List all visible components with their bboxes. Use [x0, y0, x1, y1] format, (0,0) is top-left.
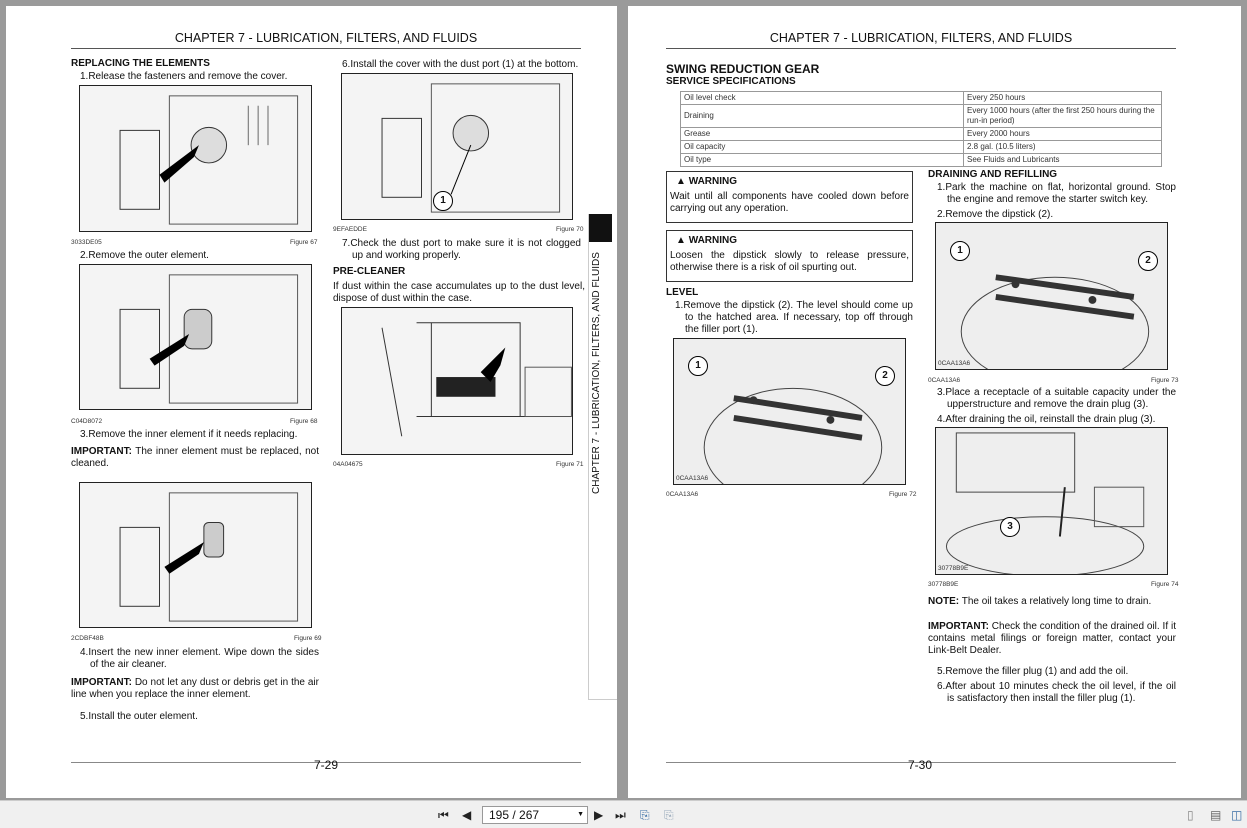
chevron-down-icon[interactable]: ▼	[577, 811, 584, 818]
spec-value: 2.8 gal. (10.5 liters)	[964, 141, 1162, 154]
continuous-view-icon[interactable]: ▤	[1210, 808, 1222, 822]
step-3: 3.Remove the inner element if it needs replacing.	[80, 429, 298, 440]
figure-label: Figure 70	[556, 226, 584, 233]
section-title: REPLACING THE ELEMENTS	[71, 58, 210, 69]
viewer-toolbar	[0, 800, 1247, 828]
table-row	[681, 128, 1162, 141]
figure-label: Figure 68	[290, 418, 318, 425]
figure-id: 0CAA13A6	[928, 377, 961, 384]
figure-70-image	[341, 73, 573, 220]
callout-1: 1	[433, 191, 453, 211]
warning-box	[666, 230, 913, 282]
important-note	[71, 446, 319, 470]
figure-label: Figure 69	[294, 635, 322, 642]
warning-title: WARNING	[688, 235, 738, 246]
page-header: CHAPTER 7 - LUBRICATION, FILTERS, AND FLUIDS	[769, 31, 1073, 45]
drain-step-1: 1.Park the machine on flat, horizontal ground. Stop the engine and remove the starter switch key.	[937, 182, 1176, 205]
figure-id: 04A04675	[333, 461, 363, 468]
page-header: CHAPTER 7 - LUBRICATION, FILTERS, AND FLUIDS	[174, 31, 478, 45]
step-1: 1.Release the fasteners and remove the cover.	[80, 71, 288, 82]
first-page-icon[interactable]: ⏮	[438, 808, 449, 822]
figure-72-image	[673, 338, 906, 485]
spec-table	[680, 91, 1162, 167]
fit-page-icon[interactable]: ⎘	[640, 808, 650, 822]
previous-page-icon[interactable]: ◀	[462, 808, 472, 822]
spec-name: Oil level check	[681, 92, 964, 105]
important-note	[71, 677, 319, 701]
spec-value: Every 1000 hours (after the first 250 hours during the run-in period)	[964, 105, 1162, 128]
header-rule	[71, 48, 581, 49]
warning-box	[666, 171, 913, 223]
last-page-icon[interactable]: ⏭	[615, 808, 626, 822]
step-5: 5.Install the outer element.	[80, 711, 198, 722]
figure-id: 2CDBF48B	[71, 635, 104, 642]
figure-label: Figure 74	[1151, 581, 1179, 588]
single-page-view-icon[interactable]: ▯	[1187, 808, 1194, 822]
figure-id: 30778B9E	[928, 581, 959, 588]
drain-step-4: 4.After draining the oil, reinstall the drain plug (3).	[937, 414, 1156, 425]
drain-step-2: 2.Remove the dipstick (2).	[937, 209, 1054, 220]
table-row	[681, 92, 1162, 105]
figure-68-image	[79, 264, 312, 410]
figure-label: Figure 67	[290, 239, 318, 246]
figure-label: Figure 73	[1151, 377, 1179, 384]
drain-title: DRAINING AND REFILLING	[928, 169, 1058, 180]
figure-id: 3033DE05	[71, 239, 102, 246]
header-rule	[666, 48, 1176, 49]
drain-step-6: 6.After about 10 minutes check the oil level, if the oil is satisfactory then install the filler plug (1).	[937, 681, 1176, 704]
spec-value: See Fluids and Lubricants	[964, 154, 1162, 167]
page-number: 7-30	[908, 758, 933, 772]
figure-inner-id: 30778B9E	[938, 565, 969, 572]
warning-icon: ▲	[676, 235, 689, 246]
precleaner-title: PRE-CLEANER	[333, 266, 406, 277]
spec-name: Grease	[681, 128, 964, 141]
two-page-view-icon[interactable]: ◫	[1231, 808, 1243, 822]
warning-icon: ▲	[676, 176, 689, 187]
warning-text: Loosen the dipstick slowly to release pressure, otherwise there is a risk of oil spurting out.	[670, 250, 909, 273]
step-6: 6.Install the cover with the dust port (1) at the bottom.	[342, 59, 579, 70]
callout-2: 2	[1138, 251, 1158, 271]
important-label: IMPORTANT:	[71, 446, 132, 457]
important-label: IMPORTANT:	[71, 677, 132, 688]
level-title: LEVEL	[666, 287, 699, 298]
callout-3: 3	[1000, 517, 1020, 537]
spec-value: Every 2000 hours	[964, 128, 1162, 141]
warning-title: WARNING	[688, 176, 738, 187]
important-text: Check the condition of the drained oil. If it contains metal filings or foreign matter, contact your Link-Belt Dealer.	[928, 621, 1176, 656]
figure-inner-id: 0CAA13A6	[938, 360, 971, 367]
step-2: 2.Remove the outer element.	[80, 250, 209, 261]
callout-1: 1	[688, 356, 708, 376]
figure-label: Figure 71	[556, 461, 584, 468]
table-row	[681, 141, 1162, 154]
important-label: IMPORTANT:	[928, 621, 989, 632]
spec-title: SERVICE SPECIFICATIONS	[666, 76, 796, 87]
spec-value: Every 250 hours	[964, 92, 1162, 105]
note-text: The oil takes a relatively long time to drain.	[959, 596, 1152, 607]
callout-2: 2	[875, 366, 895, 386]
figure-id: 0CAA13A6	[666, 491, 699, 498]
step-4: 4.Insert the new inner element. Wipe down the sides of the air cleaner.	[80, 647, 319, 670]
next-page-icon[interactable]: ▶	[594, 808, 604, 822]
chapter-side-tab[interactable]	[588, 214, 617, 700]
side-tab-marker	[589, 214, 612, 242]
figure-id: C04D8072	[71, 418, 103, 425]
page-number-input[interactable]	[482, 806, 588, 824]
important-text: The inner element must be replaced, not cleaned.	[71, 446, 319, 469]
important-text: Do not let any dust or debris get in the air line when you replace the inner element.	[71, 677, 319, 700]
spec-name: Oil type	[681, 154, 964, 167]
table-row	[681, 154, 1162, 167]
figure-id: 9EFAEDDE	[333, 226, 367, 233]
drain-step-3: 3.Place a receptacle of a suitable capacity under the upperstructure and remove the drain plug (3).	[937, 387, 1176, 410]
table-row	[681, 105, 1162, 128]
spec-name: Oil capacity	[681, 141, 964, 154]
callout-1: 1	[950, 241, 970, 261]
figure-67-image	[79, 85, 312, 232]
page-indicator: 195 / 267	[489, 808, 540, 822]
important-note	[928, 621, 1176, 657]
step-7: 7.Check the dust port to make sure it is not clogged up and working properly.	[342, 238, 581, 261]
figure-label: Figure 72	[889, 491, 917, 498]
figure-inner-id: 0CAA13A6	[676, 475, 709, 482]
level-step: 1.Remove the dipstick (2). The level should come up to the hatched area. If necessary, top off through the filler port (1).	[675, 300, 913, 335]
warning-text: Wait until all components have cooled down before carrying out any operation.	[670, 191, 909, 214]
figure-69-image	[79, 482, 312, 628]
figure-74-image	[935, 427, 1168, 575]
drain-step-5: 5.Remove the filler plug (1) and add the oil.	[937, 666, 1129, 677]
section-title: SWING REDUCTION GEAR	[666, 62, 820, 76]
note	[928, 596, 1176, 608]
page-number: 7-29	[314, 758, 339, 772]
spec-name: Draining	[681, 105, 964, 128]
precleaner-text: If dust within the case accumulates up to the dust level, dispose of dust within the case.	[333, 281, 585, 304]
figure-71-image	[341, 307, 573, 455]
figure-73-image	[935, 222, 1168, 370]
fit-width-icon[interactable]: ⎘	[664, 808, 674, 822]
note-label: NOTE:	[928, 596, 960, 607]
side-tab-label: CHAPTER 7 - LUBRICATION, FILTERS, AND FLUIDS	[591, 252, 602, 494]
